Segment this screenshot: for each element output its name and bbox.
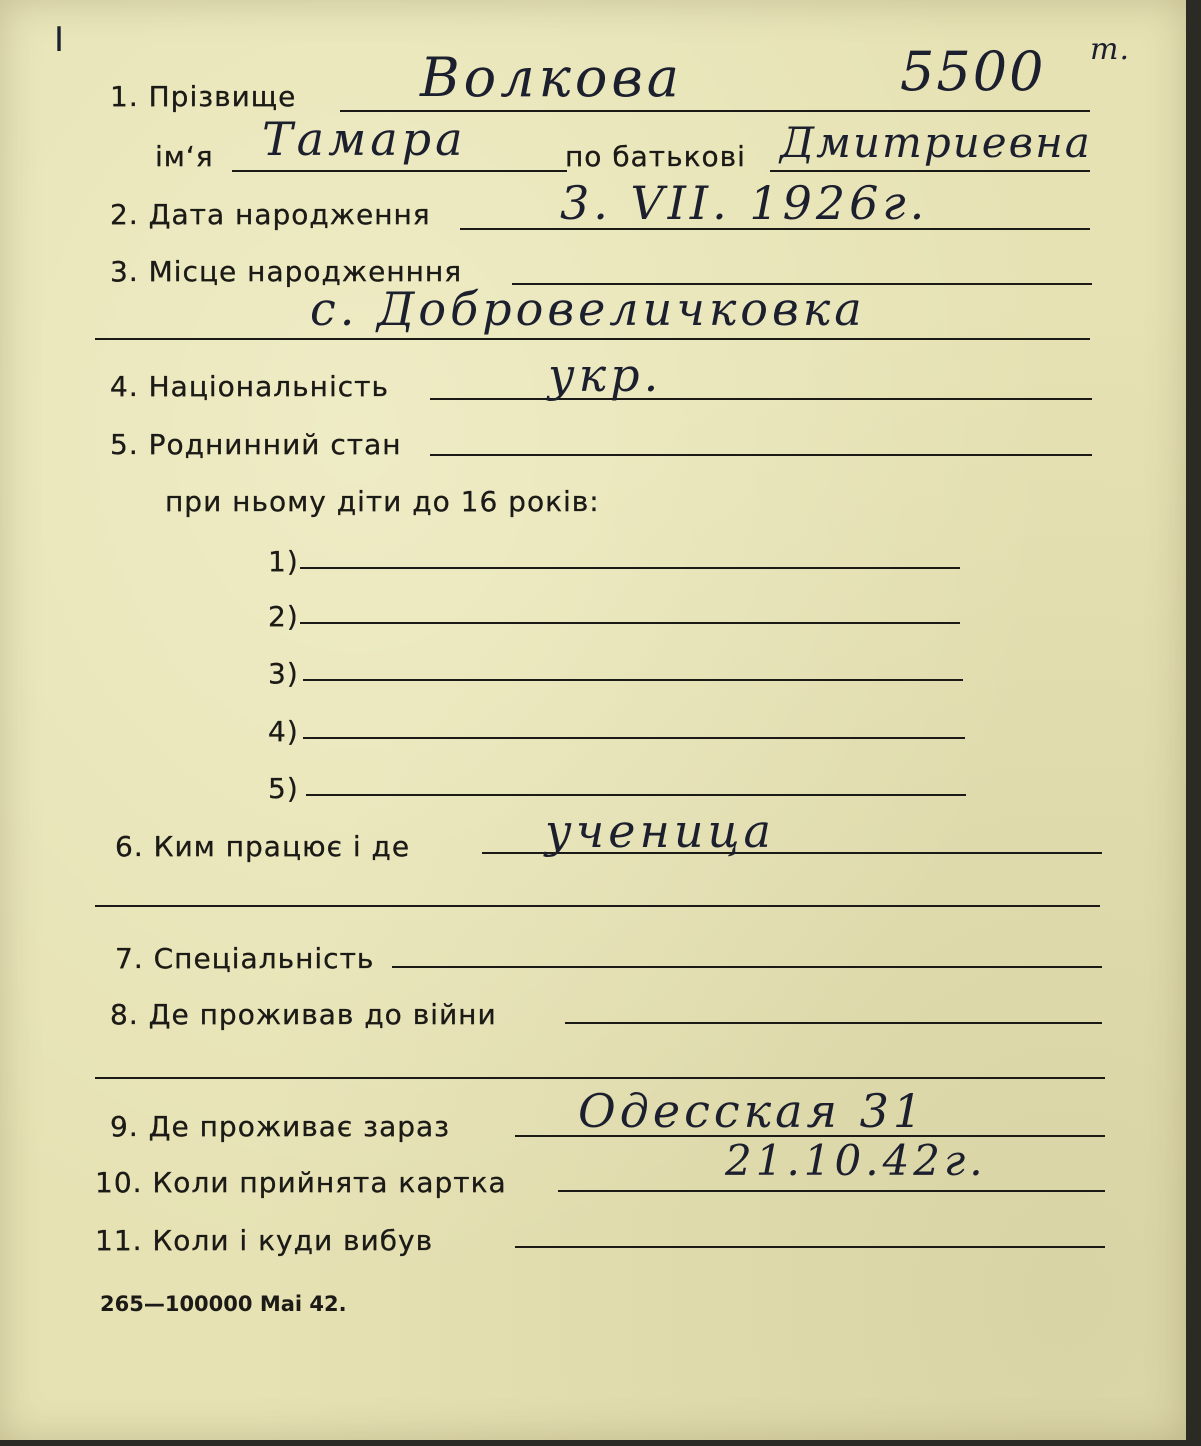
child-5-line	[306, 794, 966, 796]
occupation-value: ученица	[545, 804, 775, 858]
child-2-label: 2)	[268, 600, 299, 633]
children-label: при ньому діти до 16 років:	[165, 485, 600, 518]
child-4-label: 4)	[268, 715, 299, 748]
child-4-line	[303, 737, 965, 739]
child-5-label: 5)	[268, 772, 299, 805]
departure-line	[515, 1246, 1105, 1248]
current-residence-label: 9. Де проживає зараз	[110, 1110, 451, 1143]
birth-place-value: с. Добровеличковка	[310, 282, 866, 336]
birth-date-value: 3. VII. 1926г.	[560, 176, 929, 230]
nationality-label: 4. Національність	[110, 370, 389, 403]
child-1-label: 1)	[268, 545, 299, 578]
occupation-line-2	[95, 905, 1100, 907]
card-accepted-label: 10. Коли прийнята картка	[95, 1166, 507, 1199]
card-number-suffix: т.	[1090, 32, 1130, 67]
surname-value: Волкова	[420, 46, 683, 109]
nationality-value: укр.	[548, 348, 663, 402]
card-accepted-value: 21.10.42г.	[725, 1136, 987, 1185]
prewar-residence-line	[565, 1022, 1102, 1024]
surname-label: 1. Прізвище	[110, 80, 297, 113]
print-mark: 265—100000 Mai 42.	[100, 1292, 347, 1316]
birth-date-label: 2. Дата народження	[110, 198, 431, 231]
occupation-label: 6. Ким працює і де	[115, 830, 411, 863]
name-line	[232, 170, 567, 172]
patronymic-value: Дмитриевна	[780, 118, 1092, 167]
prewar-residence-label: 8. Де проживав до війни	[110, 998, 497, 1031]
current-residence-value: Одесская 31	[578, 1084, 927, 1138]
name-value: Тамара	[262, 112, 467, 166]
specialty-label: 7. Спеціальність	[115, 942, 375, 975]
name-label: ім‘я	[155, 140, 214, 173]
patronymic-label: по батькові	[565, 140, 746, 173]
specialty-line	[392, 966, 1102, 968]
card-accepted-line	[558, 1190, 1105, 1192]
child-1-line	[300, 567, 960, 569]
child-2-line	[300, 622, 960, 624]
corner-mark: I	[54, 20, 65, 60]
card-number: 5500	[900, 40, 1046, 103]
departure-label: 11. Коли і куди вибув	[95, 1224, 434, 1257]
family-status-label: 5. Роднинний стан	[110, 428, 402, 461]
child-3-label: 3)	[268, 657, 299, 690]
birth-place-label: 3. Місце народженння	[110, 255, 463, 288]
child-3-line	[303, 679, 963, 681]
nationality-line	[430, 398, 1092, 400]
prewar-residence-line-2	[95, 1077, 1105, 1079]
patronymic-line	[770, 170, 1090, 172]
birth-place-line-2	[95, 338, 1090, 340]
family-status-line	[430, 454, 1092, 456]
